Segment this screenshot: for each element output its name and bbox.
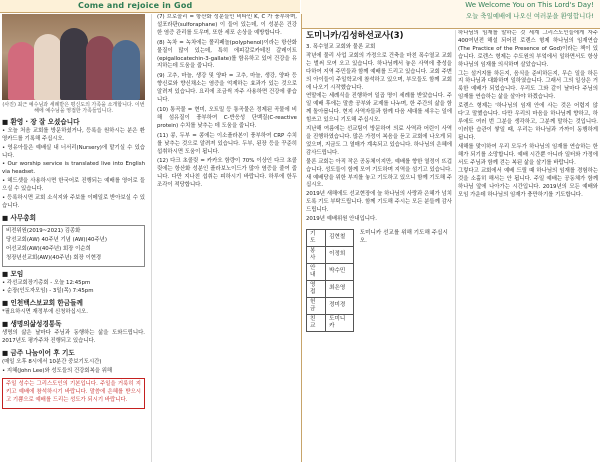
letter-paragraph: 그는 설거지를 하든지, 음식을 준비하든지, 무슨 일을 하든지 하나님과 대화하며 일하였습니다. 그래서 그의 일상은 거룩한 예배가 되었습니다. 우리도 그와 같이 날마다 주님의 임재를 연습하는 삶을 살아야 하겠습니다. [458,70,598,101]
role-name: 헌 금 [307,297,326,314]
article-paragraph: (7) 브로콜리 = 항산화 성분들인 비타민 K, C 가 풍부하며, 설포라판(sulforaphane) 이 들어 있는데, 이 성분은 건강한 염증 관리를 도우며, 또한 세포 손상을 예방합니다. [157,14,297,36]
right-page-header [301,0,600,29]
letter-paragraph: 3. 폭수열교 교회와 물론 교회 [306,44,376,50]
role-name: 기 도 [307,229,326,246]
article-paragraph: (12) 다크 초콜릿 = 카카오 함량이 70% 이상인 다크 초콜릿에는 항산화 성분인 플라보노이드가 많아 염증을 줄여 줍니다. 다만 지나친 섭취는 피하시기 바랍니다. 하루에 한두 조각이 적당합니다. [157,158,297,189]
meeting-item: • 순장(인도자모임) - 3일(목) 7:45pm [2,288,94,295]
notice-item: • 등록하시면 교회 소식지와 주보를 이메일로 받아보실 수 있습니다. [2,195,145,209]
election-line: 비전위원(2019~2021) 김종화 [6,227,81,234]
person-figure [34,34,62,100]
notice-item: • 영유아들은 예배실 내 너서리(Nursery)에 맡기실 수 있습니다. [2,144,145,159]
letter-paragraph: 연말에는 세례식을 진행하여 일곱 명이 세례를 받았습니다. 주일 예배 후에는 말씀 공부와 교제를 나누며, 한 주간의 삶을 함께 돌아봅니다. 현지 사역자들과 함께 다음 세대를 세우는 일에 힘쓰고 있으니 기도해 주십시오. [306,93,452,124]
sabbath-notice-text: 주일 성수는 그리스도인의 기본입니다. 주일을 거룩히 지키고 예배에 참석하시기 바랍니다. 말씀에 은혜를 받으시고 기쁨으로 예배를 드리는 성도가 되시기 바랍니다. [6,380,141,403]
article-paragraph: (8) 녹차 = 녹차에는 폴리페놀(polyphenol)이라는 항산화물질이 많이 있는데, 특히 에피갈로카테친 갈레이트(epigallocatechin-3-gallate)를 함유하고 있어 건강을 유지하는데 도움을 줍니다. [157,39,297,70]
letter-paragraph: 그렇다고 교회에서 예배 드릴 때 하나님의 임재를 경험하는 것을 소홀히 해서는 안 됩니다. 주일 예배는 공동체가 함께 하나님 앞에 나아가는 시간입니다. 2019년의 모든 예배와 모임 가운데 하나님의 임재가 충만하기를 기도합니다. [458,168,598,199]
life-text: 생명의 삶은 날마다 주님과 동행하는 삶을 도와드립니다. 2017년도 평가주차 진행되고 있습니다. [2,330,145,345]
person-figure [112,40,140,100]
article-paragraph: (10) 통곡물 = 현미, 오트밀 등 통곡물은 정제된 곡물에 비해 섬유질이 풍부하여 C-반응성 단백질(C-reactive protein) 수치를 낮추는 데 도움을 줍니다. [157,106,297,129]
roles-section [306,225,452,332]
election-box [2,225,145,267]
section-heading: ■ 모임 [2,269,24,278]
letter-paragraph: 작년에 물리 사업 교회의 가정으로 건축을 마친 폭수열교 교회는 벌써 모여 오고 있습니다. 하나님께서 놓은 사역에 충성을 다하여 지역 주민들과 함께 예배를 드리고 있습니다. 교회 주변의 아이들이 주일학교에 참석하고 있으며, 부모들도 함께 교회에 나오기 시작했습니다. [306,52,452,91]
letter-paragraph: 지난해 여름에는 선교팀이 방문하여 의료 사역과 어린이 사역을 진행하였습니다. 많은 가정이 복음을 듣고 교회에 나오게 되었으며, 지금도 그 열매가 계속되고 있습니다. 하나님의 은혜에 감사드립니다. [306,126,452,156]
left-page-header [0,0,300,13]
article-paragraph: (9) 고추, 마늘, 생강 및 양파 = 고추, 마늘, 생강, 양파 등 향신료와 향신채소는 염증을 억제하는 효과가 있는 것으로 알려져 있습니다. 요리에 조금씩 자주 사용하면 건강에 좋습니다. [157,73,297,104]
role-person: 김현철 [326,229,354,246]
meeting-item: • 각선교회장기총회 - 오늘 12:45pm [2,279,91,286]
column-divider [151,14,152,462]
role-person: 이정희 [326,246,354,263]
role-name: 친 교 [307,314,326,331]
role-person: 정미경 [326,297,354,314]
photo-caption: (사진) 최근 예수님과 세례받은 평신도의 가족을 소개합니다. 이번 해에 예수님을 영접한 가족들입니다. [2,102,145,115]
election-line: 어선교회(AW)(40주년) 회장 이순희 [6,245,91,252]
roles-note: 도미니카 선교를 위해 기도해 주십시오. [359,229,448,244]
election-line: 당선교회(AW) 40주년 기념 (AW)(40주년) [6,236,107,243]
section-heading: ■ 사무총회 [2,213,37,222]
family-photo [2,14,145,100]
missionary-title: 도미니카/김성하선교사(3) [306,30,404,40]
role-person: 최은영 [326,280,354,297]
notice-item: • 헤드셋을 사용하시면 한국어로 진행되는 예배를 영어로 들으실 수 있습니다. [2,178,145,193]
section-heading: ■ 인천백스보교회 한금들께 [2,299,83,308]
right-header-subtitle: 오늘 축일예배에 나오신 여러분을 환영합니다! [466,12,594,20]
column-missionary-letter [306,30,452,462]
roles-heading: 2019년 예배위원 안내입니다. [306,216,377,223]
table-row [307,280,354,297]
notice-item: • Our worship service is translated live into English via headset. [2,161,145,176]
role-person: 박수민 [326,263,354,280]
page-divider [301,14,302,462]
sabbath-notice-box [2,378,145,409]
table-row [307,246,354,263]
letter-paragraph: 로렌스 형제는 '하나님의 임재 안에 사는 것은 어렵지 않다'고 말했습니다. 다만 우리의 마음을 하나님께 향하고, 하루에도 여러 번 그분을 생각하고, 그분께 말하는 것입니다. 이러한 습관이 쌓일 때, 우리는 하나님과 가까이 동행하게 됩니다. [458,103,598,141]
column-pastoral-letter [458,30,598,462]
notice-item: • 오늘 처음 교회를 방문하셨거나, 등록을 원하시는 분은 환영카드를 기록해 주십시오. [2,127,145,142]
mission-text: *필요하시면 재정부에 신청하십시오. [2,309,88,316]
right-header-title: We Welcome You on This Lord's Day! [465,1,594,9]
table-row [307,229,354,246]
person-figure [60,28,88,100]
letter-paragraph: 하나님의 임재를 말하는 것 세계 그리스도인들에게 자주 400여년전 해설 되어진 로렌스 형제 하나님의 임재연습(The Practice of the Presence of God)이라는 책이 있습니다. 로렌스 형제는 수도원의 부엌에서 일하면서도 항상 하나님의 임재를 의식하며 살았습니다. [458,30,598,68]
prayer-item: • 지혜(John Lee)와 성도들의 건강회복을 위해 [2,367,113,374]
roles-table [306,229,354,332]
prayer-item: (매일 오후 8시에서 10분간 중보기도시간) [2,359,102,366]
person-figure [86,36,114,100]
column-health-article [157,14,297,462]
letter-paragraph: 물론 교회는 아직 작은 공동체이지만, 예배를 향한 열정이 뜨겁습니다. 성도들이 함께 모여 기도하며 지역을 섬기고 있습니다. 새 예배당을 위한 부지를 놓고 기도하고 있으니 함께 기도해 주십시오. [306,158,452,189]
left-header-title: Come and rejoice in God [78,1,193,10]
table-row [307,297,354,314]
section-heading: ■ 금주 나눔이어 후 기도 [2,349,75,358]
person-figure [8,42,36,100]
article-paragraph: (11) 콩, 두부 = 콩에는 이소플라본이 풍부하여 CRP 수치를 낮추는 것으로 알려져 있습니다. 두부, 된장 등을 꾸준히 섭취하시면 도움이 됩니다. [157,132,297,155]
role-name: 안 내 [307,263,326,280]
role-name: 영 접 [307,280,326,297]
section-heading: ■ 환영 · 장 잘 오셨습니다 [2,117,80,126]
letter-paragraph: 2019년 새해에도 선교현장에 늘 하나님의 사랑과 은혜가 넘치도록 기도 부탁드립니다. 함께 기도해 주시는 모든 분들께 감사드립니다. [306,191,452,214]
column-divider [455,30,456,462]
election-line: 청장년선교회(AW)(40주년) 회장 이현경 [6,254,102,261]
column-announcements [2,14,145,462]
table-row [307,263,354,280]
section-heading: ■ 생명의삶성경통독 [2,320,62,329]
table-row [307,314,354,331]
letter-paragraph: 새해를 맞이하여 우리 모두가 하나님의 임재를 연습하는 한 해가 되기를 소망합니다. 예배 시간뿐 아니라 일터와 가정에서도 주님과 함께 걷는 복된 삶을 살기를 바랍니다. [458,143,598,166]
role-name: 봉 사 [307,246,326,263]
role-person: 도미니카 [326,314,354,331]
